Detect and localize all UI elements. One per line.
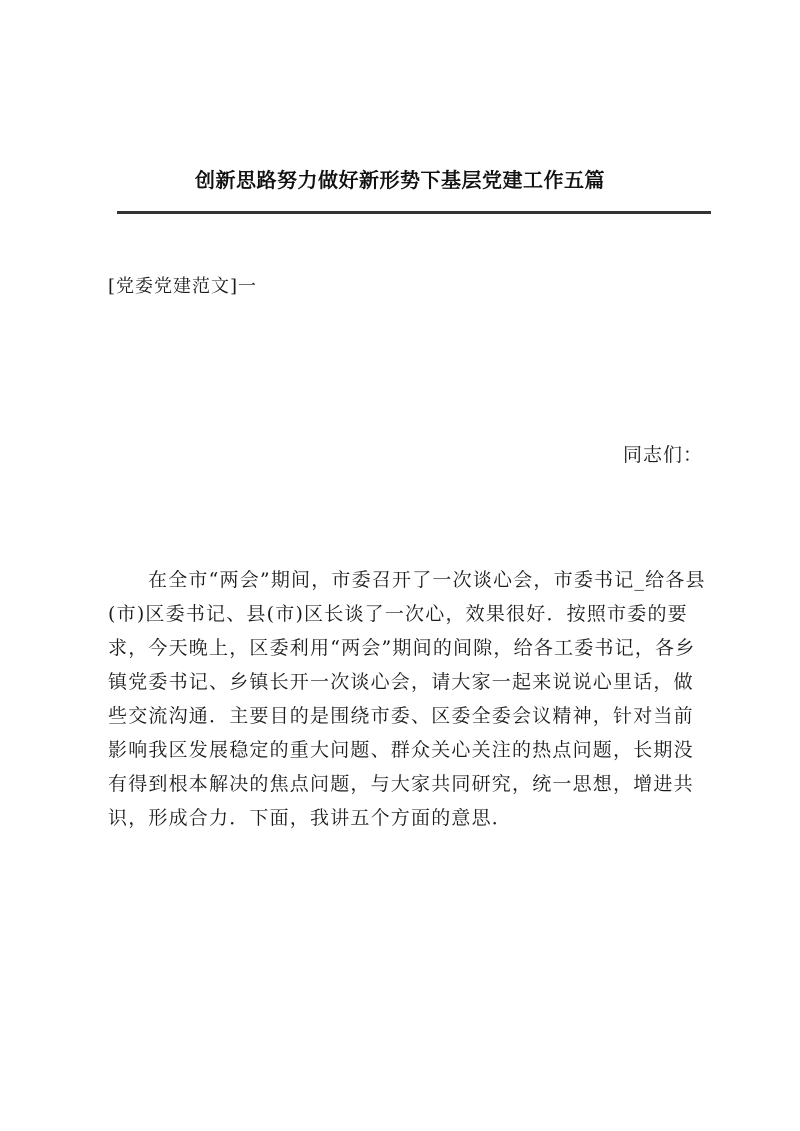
document-title: 创新思路努力做好新形势下基层党建工作五篇	[195, 168, 605, 192]
title-divider	[117, 211, 711, 214]
body-paragraph: 在全市“两会”期间，市委召开了一次谈心会，市委书记_给各县(市)区委书记、县(市)区长谈了一次心，效果很好．按照市委的要求，今天晚上，区委利用“两会”期间的间隙，给各工委书记，各乡镇党委书记、乡镇长开一次谈心会，请大家一起来说说心里话，做些交流沟通．主要目的是围绕市委、区委全委会议精神，针对当前影响我区发展稳定的重大问题、群众关心关注的热点问题，长期没有得到根本解决的焦点问题，与大家共同研究，统一思想，增进共识，形成合力．下面，我讲五个方面的意思．	[108, 569, 706, 829]
category-label: [党委党建范文]一	[108, 276, 258, 297]
salutation: 同志们：	[622, 444, 703, 466]
